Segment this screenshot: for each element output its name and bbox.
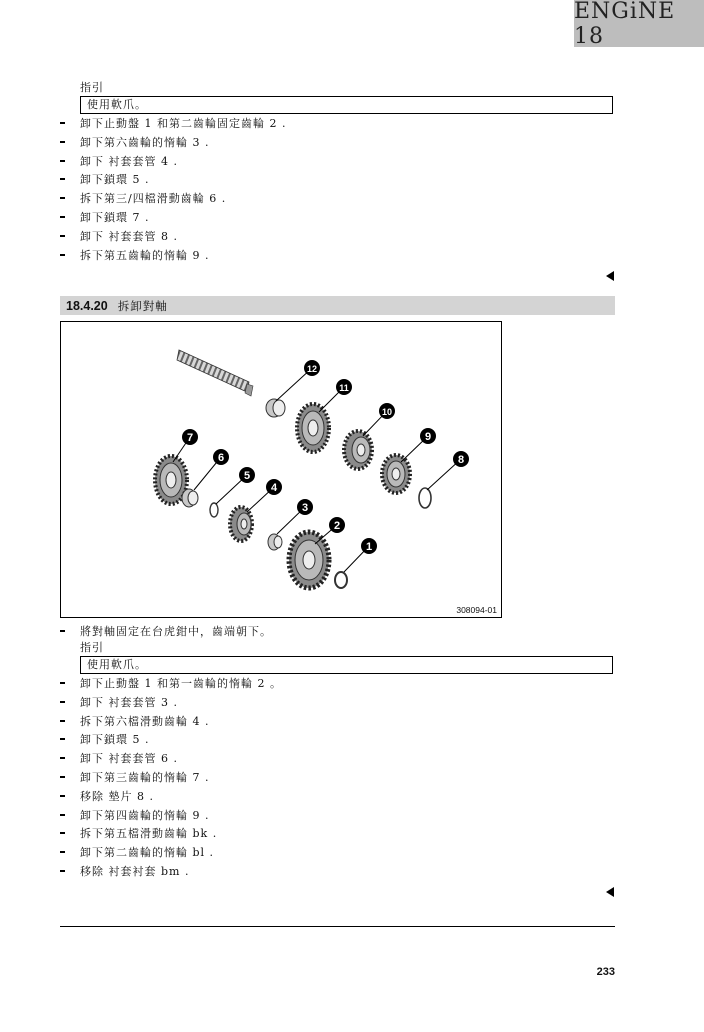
bullet-dash [60,160,65,162]
bullet-dash [60,141,65,143]
step-text: 卸下第二齒輪的惰輪 bl . [80,846,215,860]
callout-label: 7 [186,432,194,444]
callout-5 [239,467,255,483]
part-2-gear [289,532,329,588]
bullet-dash [60,701,65,703]
part-11-gear [297,404,329,452]
part-12-bushing [266,399,285,417]
exploded-view-figure [60,321,502,618]
callout-label: 5 [243,470,251,482]
section-number: 18.4.20 [66,298,108,313]
step-text: 卸下 衬套套管 8 . [80,229,178,243]
step-text: 卸下止動盤 1 和第二齒輪固定齒輪 2 . [80,117,287,130]
step-text: 卸下鎖環 5 . [80,173,150,187]
bullet-dash [60,216,65,218]
bullet-dash [60,682,65,684]
callout-label: 4 [270,482,278,494]
callout-3 [297,499,313,515]
note-label: 指引 [80,81,104,94]
part-6-bushing [182,489,198,507]
note-label: 指引 [80,641,104,654]
callout-label: 12 [306,364,318,374]
callout-label: 11 [339,383,349,393]
callout-9 [420,428,436,444]
callout-6 [213,449,229,465]
bullet-dash [60,178,65,180]
part-3-bushing [268,534,282,550]
bullet-dash [60,254,65,256]
step-text: 拆下第五齒輪的惰輪 9 . [80,248,210,262]
callout-7 [182,429,198,445]
part-10-gear [344,431,372,469]
bullet-dash [60,832,65,834]
bullet-dash [60,757,65,759]
section-heading [60,296,615,315]
bullet-dash [60,795,65,797]
part-5-circlip [210,503,218,517]
countershaft [177,350,253,396]
bullet-dash [60,870,65,872]
countershaft-exploded-diagram [61,322,501,617]
callout-label: 9 [424,431,432,443]
footer-rule [60,926,615,927]
step-text: 卸下第四齒輪的惰輪 9 . [80,808,210,822]
step-text: 卸下 衬套套管 4 . [80,154,178,168]
callout-4 [266,479,282,495]
callout-12 [304,360,320,376]
step-text: 拆下第五檔滑動齒輪 bk . [80,827,218,841]
bullet-dash [60,235,65,237]
bullet-dash [60,814,65,816]
callout-10 [379,403,395,419]
callout-label: 2 [333,520,341,532]
callout-11 [336,379,352,395]
callout-label: 10 [381,407,393,417]
part-8-washer [419,488,431,508]
part-4-sliding-gear [230,507,252,541]
note-box: 使用軟爪。 [80,656,613,674]
callout-label: 3 [301,502,309,514]
bullet-dash [60,197,65,199]
callout-group [182,360,469,554]
step-text: 移除 墊片 8 . [80,789,154,803]
callout-1 [361,538,377,554]
bullet-dash [60,738,65,740]
note-box: 使用軟爪。 [80,96,613,114]
bullet-dash [60,630,65,632]
end-mark-icon [606,887,614,897]
figure-code: 308094-01 [456,605,497,615]
step-text: 拆下第六檔滑動齒輪 4 . [80,714,210,728]
callout-label: 1 [365,541,373,553]
step-text: 卸下鎖環 7 . [80,210,150,224]
part-1-washer [335,572,347,588]
step-text: 移除 衬套衬套 bm . [80,864,190,878]
end-mark-icon [606,271,614,281]
callout-2 [329,517,345,533]
bullet-dash [60,720,65,722]
step-text: 卸下第三齒輪的惰輪 7 . [80,770,210,784]
step-text: 卸下 衬套套管 3 . [80,695,178,709]
step-text: 卸下第六齒輪的惰輪 3 . [80,135,210,149]
callout-8 [453,451,469,467]
step-text: 卸下鎖環 5 . [80,733,150,747]
bullet-dash [60,122,65,124]
bullet-dash [60,776,65,778]
step-text: 卸下止動盤 1 和第一齒輪的惰輪 2 。 [80,677,282,690]
page-number: 233 [596,966,615,978]
part-9-gear [382,455,410,493]
chapter-tab: ENGiNE 18 [574,0,704,47]
callout-label: 8 [457,454,465,466]
callout-label: 6 [217,452,225,464]
bullet-dash [60,851,65,853]
section-title: 拆卸對軸 [117,298,168,313]
step-text: 拆下第三/四檔滑動齒輪 6 . [80,192,227,206]
step-text: 卸下 衬套套管 6 . [80,752,178,766]
intro-text: 將對軸固定在台虎鉗中，齒端朝下。 [80,625,272,638]
